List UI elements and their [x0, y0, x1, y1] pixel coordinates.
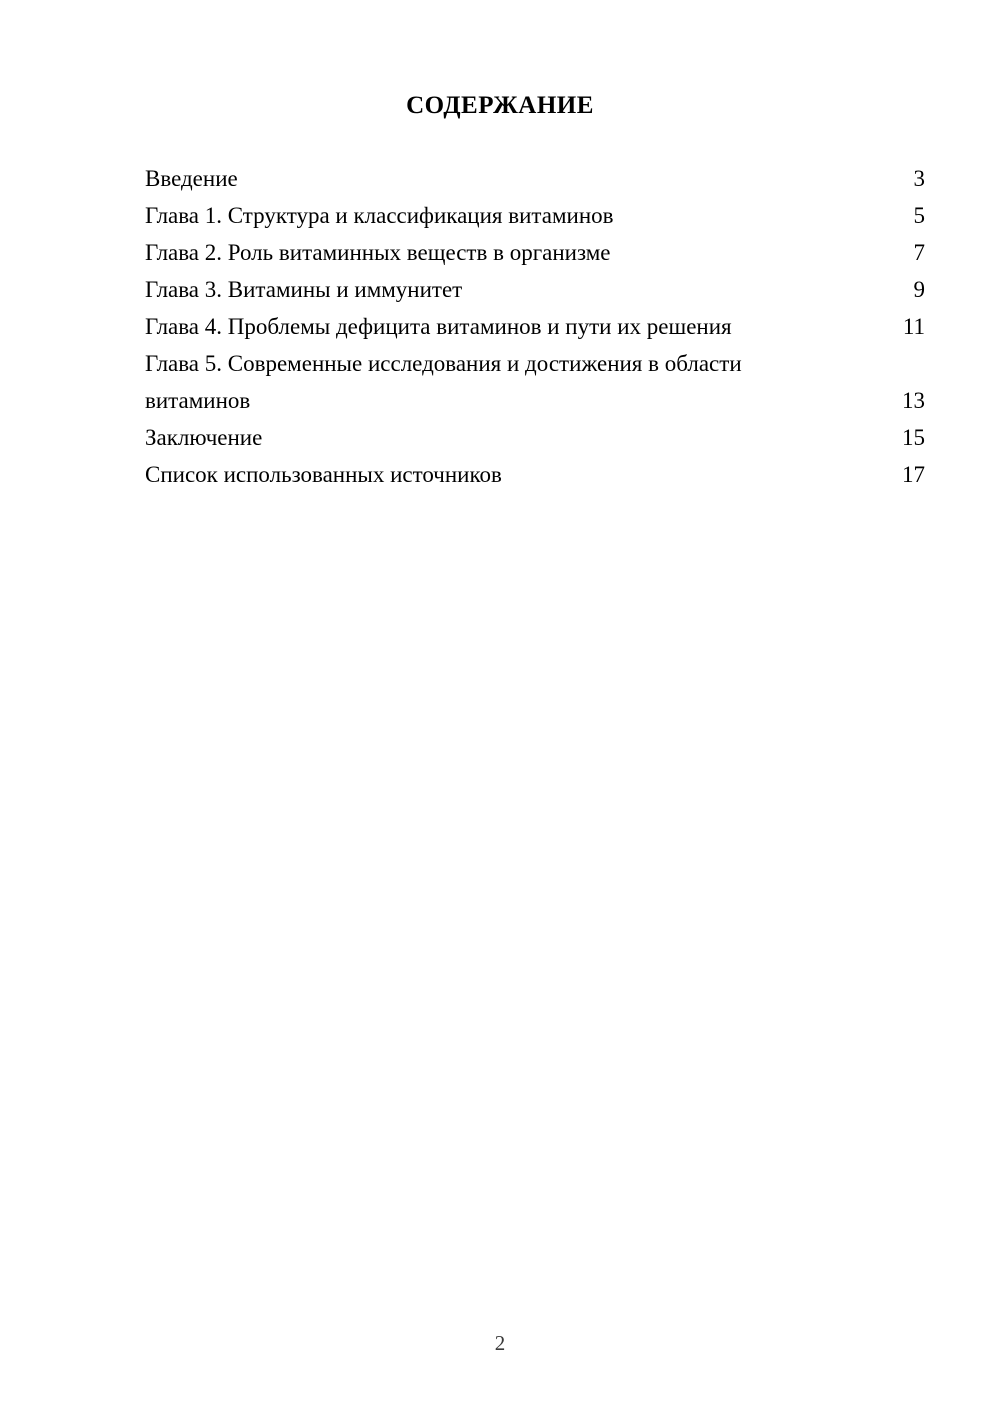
- toc-entry-label: Глава 5. Современные исследования и достижения в области витаминов: [145, 351, 742, 413]
- toc-entry[interactable]: [145, 345, 925, 419]
- page-title: СОДЕРЖАНИЕ: [406, 92, 594, 119]
- toc-entry-page: 15: [902, 425, 925, 450]
- toc-entry[interactable]: [145, 308, 925, 345]
- toc-entry[interactable]: [145, 197, 925, 234]
- toc-entry-page: 17: [902, 462, 925, 487]
- toc-entry[interactable]: [145, 271, 925, 308]
- toc-entry[interactable]: [145, 160, 925, 197]
- toc-entry-label: Глава 4. Проблемы дефицита витаминов и пути их решения: [145, 314, 732, 339]
- toc-entry[interactable]: [145, 456, 925, 493]
- toc-entry-page: 5: [913, 203, 925, 228]
- toc-entry[interactable]: [145, 419, 925, 456]
- toc-entry-label: Введение: [145, 166, 238, 191]
- toc-entry-page: 9: [913, 277, 925, 302]
- toc-entry-label: Глава 3. Витамины и иммунитет: [145, 277, 463, 302]
- toc-entry-label: Список использованных источников: [145, 462, 502, 487]
- toc-entry-label: Заключение: [145, 425, 263, 450]
- toc-entry-label: Глава 2. Роль витаминных веществ в организме: [145, 240, 611, 265]
- toc-entry-page: 7: [913, 240, 925, 265]
- toc-entry-page: 13: [902, 388, 925, 413]
- toc-entry[interactable]: [145, 234, 925, 271]
- table-of-contents: [145, 160, 925, 493]
- toc-entry-label: Глава 1. Структура и классификация витаминов: [145, 203, 614, 228]
- page-number-footer: 2: [494, 1331, 506, 1355]
- toc-entry-page: 3: [913, 166, 925, 191]
- toc-entry-page: 11: [902, 314, 925, 339]
